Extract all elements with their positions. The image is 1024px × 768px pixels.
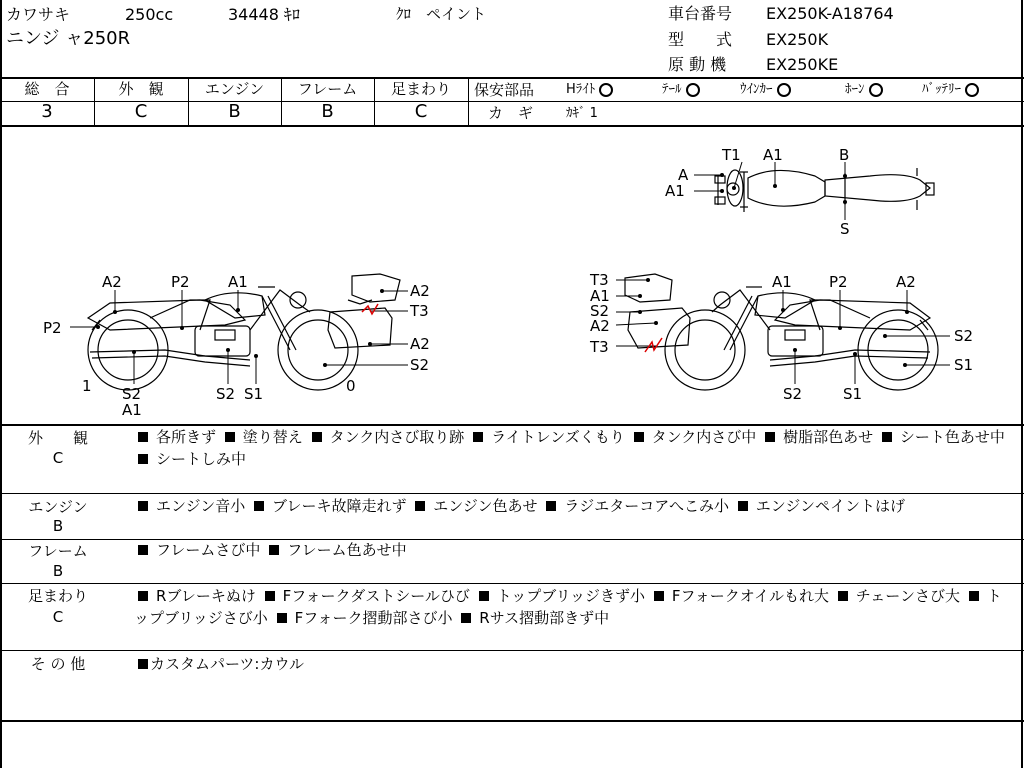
engine-value: EX250KE <box>766 55 839 74</box>
diagram-label: A1 <box>228 273 248 291</box>
section-grade-frame: B <box>52 562 64 580</box>
engine-label: 原 動 機 <box>668 55 727 74</box>
diagram-label: A <box>678 166 689 184</box>
diagram-label: S1 <box>954 356 974 374</box>
grade-exterior: C <box>134 101 148 122</box>
grade-header-suspension: 足まわり <box>390 80 451 98</box>
section-grade-exterior: C <box>52 449 64 467</box>
diagram-label: S1 <box>843 385 863 403</box>
diagram-label: S1 <box>244 385 264 403</box>
diagram-label: 1 <box>82 377 92 395</box>
diagram-label: P2 <box>171 273 190 291</box>
diagram-label: P2 <box>43 319 62 337</box>
safety-title: 保安部品 <box>474 81 535 99</box>
diagram-label: A2 <box>102 273 122 291</box>
diagram-label: A1 <box>772 273 792 291</box>
color: ｸﾛ ペイント <box>396 5 487 23</box>
type-value: EX250K <box>766 30 829 49</box>
grade-header-frame: フレーム <box>297 80 358 98</box>
diagram-label: T1 <box>722 146 741 164</box>
diagram-label: S <box>840 220 850 238</box>
safety-item-winker: ｳｲﾝｶｰ <box>740 81 791 99</box>
frame-no: EX250K-A18764 <box>766 4 894 23</box>
displacement: 250cc <box>125 5 174 24</box>
grade-overall: 3 <box>41 101 53 122</box>
diagram-label: T3 <box>590 271 609 289</box>
diagram-label: S2 <box>590 302 610 320</box>
top-view-icon <box>715 168 934 212</box>
safety-item-horn: ﾎｰﾝ <box>845 81 883 99</box>
frame-no-label: 車台番号 <box>668 4 733 23</box>
section-items-engine: エンジン音小 ブレーキ故障走れず エンジン色あせ ラジエターコアへこみ小 エンジンペイントはげ <box>134 495 1006 517</box>
model-name: ニンジ ャ250R <box>6 28 131 49</box>
grade-header-engine: エンジン <box>204 80 265 98</box>
section-items-frame: フレームさび中 フレーム色あせ中 <box>134 539 1006 561</box>
safety-item-headlight: Hﾗｲﾄ <box>566 81 613 99</box>
diagram-label: T3 <box>590 338 609 356</box>
right-side-view-icon <box>625 274 938 390</box>
maker: カワサキ <box>6 5 71 24</box>
diagram-label: S2 <box>783 385 803 403</box>
grade-suspension: C <box>414 101 428 122</box>
diagram-label: T3 <box>410 302 429 320</box>
safety-item-tail: ﾃｰﾙ <box>662 81 700 99</box>
diagram-label: A2 <box>590 317 610 335</box>
section-label-frame: フレーム <box>28 542 88 560</box>
diagram-label: S2 <box>122 385 142 403</box>
diagram-label: 0 <box>346 377 356 395</box>
diagram-label: P2 <box>829 273 848 291</box>
grade-header-overall: 総 合 <box>24 80 70 98</box>
section-items-suspension: Rブレーキぬけ Fフォークダストシールひび トップブリッジきず小 Fフォークオイルもれ大 チェーンさび大 トップブリッジさび小 Fフォーク摺動部さび小 Rサス摺動部きず中 <box>134 587 1002 627</box>
grade-header-exterior: 外 観 <box>118 80 164 98</box>
diagram-label: A2 <box>896 273 916 291</box>
type-label: 型 式 <box>668 30 733 49</box>
diagram-label: A1 <box>590 287 610 305</box>
section-items-exterior: 各所きず 塗り替え タンク内さび取り跡 ライトレンズくもり タンク内さび中 樹脂部色あせ シート色あせ中 シートしみ中 <box>134 426 1006 470</box>
diagram-label: A2 <box>410 282 430 300</box>
diagram-label: S2 <box>216 385 236 403</box>
section-label-engine: エンジン <box>28 498 88 516</box>
section-grade-engine: B <box>52 517 64 535</box>
grade-frame: B <box>321 101 334 122</box>
section-items-other: カスタムパーツ:カウル <box>134 653 1006 675</box>
diagram-label: A1 <box>122 401 142 419</box>
diagram-label: A2 <box>410 335 430 353</box>
key-value: ｶｷﾞ 1 <box>566 106 598 121</box>
section-label-exterior: 外 観 <box>27 429 88 447</box>
section-grade-suspension: C <box>52 608 64 626</box>
diagram-label: S2 <box>954 327 974 345</box>
left-side-view-icon <box>88 274 400 390</box>
section-label-other: そ の 他 <box>30 655 86 673</box>
safety-item-battery: ﾊﾞｯﾃﾘｰ <box>922 81 979 99</box>
section-label-suspension: 足まわり <box>27 587 88 605</box>
diagram-label: S2 <box>410 356 430 374</box>
key-label: カ ギ <box>488 104 534 122</box>
diagram-label: A1 <box>763 146 783 164</box>
mileage: 34448 ｷﾛ <box>228 5 300 24</box>
diagram-label: A1 <box>665 182 685 200</box>
grade-engine: B <box>228 101 241 122</box>
diagram-label: B <box>839 146 850 164</box>
